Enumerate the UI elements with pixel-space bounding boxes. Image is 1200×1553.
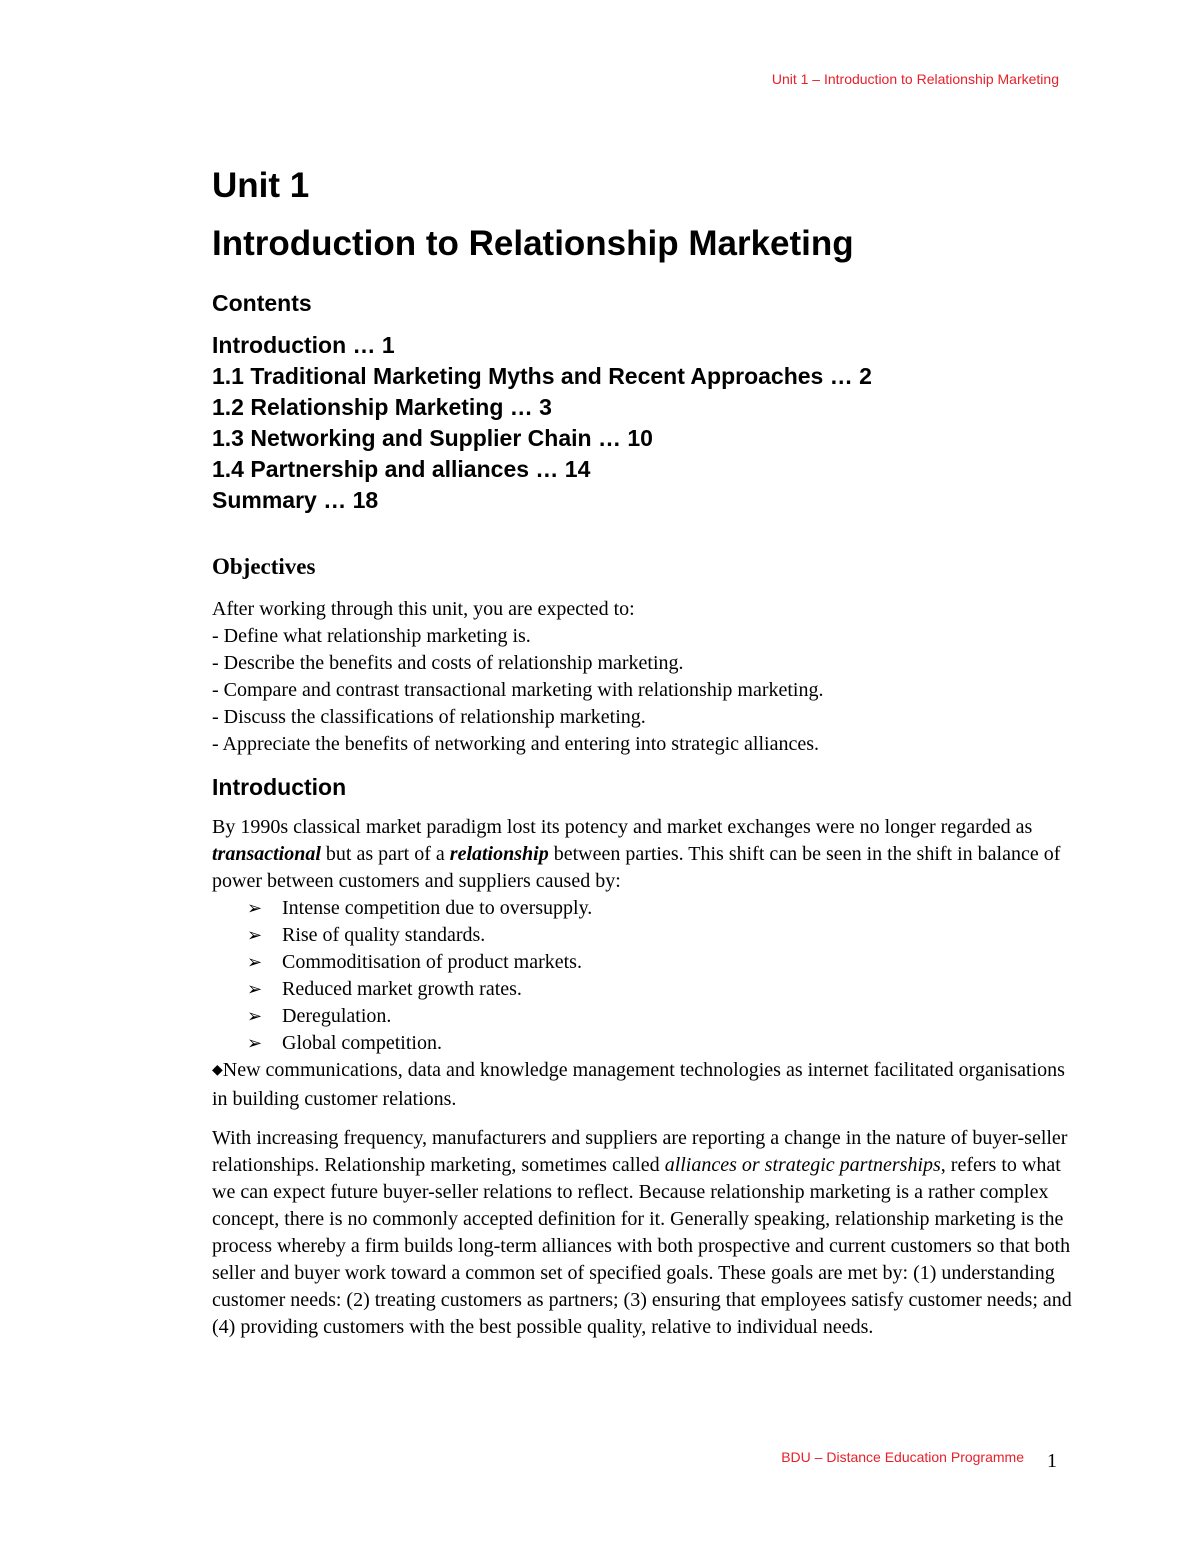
paragraph-text: With increasing frequency, manufacturers and suppliers are reporting a change in the nature of buyer-seller relationships. Relationship marketing, sometimes called — [212, 1127, 1068, 1176]
objective-item: - Compare and contrast transactional marketing with relationship marketing. — [212, 679, 824, 701]
toc-item: 1.4 Partnership and alliances … 14 — [212, 456, 591, 482]
list-item-text: Reduced market growth rates. — [282, 978, 522, 1000]
unit-number: Unit 1 — [212, 166, 310, 205]
arrow-bullet-icon: ➢ — [247, 925, 263, 945]
footer-programme: BDU – Distance Education Programme — [781, 1449, 1024, 1465]
paragraph-text: between parties. This shift can be seen in the shift in balance of power between customers and suppliers caused by: — [212, 843, 1061, 892]
list-item-text: Global competition. — [282, 1032, 442, 1054]
contents-heading: Contents — [212, 290, 312, 316]
technology-note — [212, 1057, 1072, 1113]
introduction-heading: Introduction — [212, 774, 347, 800]
list-item — [247, 1003, 1072, 1030]
paragraph-text: , refers to what we can expect future buyer-seller relations to reflect. Because relationship marketing is a rather complex concept, there is no commonly accepted definition for it. Generally speaking, relationship marketing is the process whereby a firm builds long-term alliances with both prospective and current customers so that both seller and buyer work toward a common set of specified goals. These goals are met by: (1) understanding customer needs: (2) treating customers as partners; (3) ensuring that employees satisfy customer needs; and (4) providing customers with the best possible quality, relative to individual needs. — [212, 1154, 1072, 1338]
page-number: 1 — [1047, 1450, 1057, 1472]
diamond-bullet-icon: ◆ — [212, 1063, 223, 1078]
list-item-text: Commoditisation of product markets. — [282, 951, 582, 973]
arrow-bullet-icon: ➢ — [247, 1033, 263, 1053]
list-item — [247, 976, 1072, 1003]
emphasis-transactional: transactional — [212, 843, 321, 865]
introduction-paragraph-2 — [212, 1125, 1072, 1341]
emphasis-alliances: alliances or strategic partnerships — [664, 1154, 941, 1176]
paragraph-text: By 1990s classical market paradigm lost its potency and market exchanges were no longer regarded as — [212, 816, 1033, 838]
emphasis-relationship: relationship — [449, 843, 549, 865]
arrow-bullet-icon: ➢ — [247, 898, 263, 918]
introduction-paragraph-1 — [212, 814, 1072, 895]
toc-item: 1.3 Networking and Supplier Chain … 10 — [212, 425, 653, 451]
arrow-bullet-icon: ➢ — [247, 1006, 263, 1026]
objective-item: - Define what relationship marketing is. — [212, 625, 531, 647]
table-of-contents — [212, 330, 1072, 516]
objectives-list — [212, 623, 1072, 758]
toc-item: Introduction … 1 — [212, 332, 395, 358]
arrow-bullet-icon: ➢ — [247, 952, 263, 972]
objective-item: - Describe the benefits and costs of relationship marketing. — [212, 652, 684, 674]
running-header: Unit 1 – Introduction to Relationship Marketing — [771, 71, 1059, 87]
objectives-heading: Objectives — [212, 554, 316, 579]
arrow-bullet-icon: ➢ — [247, 979, 263, 999]
paragraph-text: but as part of a — [320, 843, 450, 865]
page-content — [212, 160, 1072, 1341]
toc-item: 1.1 Traditional Marketing Myths and Recent Approaches … 2 — [212, 363, 872, 389]
list-item — [247, 1030, 1072, 1057]
toc-item: 1.2 Relationship Marketing … 3 — [212, 394, 552, 420]
causes-list — [212, 895, 1072, 1057]
unit-title: Introduction to Relationship Marketing — [212, 224, 854, 263]
list-item — [247, 895, 1072, 922]
objective-item: - Appreciate the benefits of networking and entering into strategic alliances. — [212, 733, 820, 755]
list-item-text: Deregulation. — [282, 1005, 392, 1027]
objectives-intro: After working through this unit, you are expected to: — [212, 598, 635, 620]
list-item — [247, 922, 1072, 949]
toc-item: Summary … 18 — [212, 487, 379, 513]
list-item-text: Intense competition due to oversupply. — [282, 897, 593, 919]
list-item-text: Rise of quality standards. — [282, 924, 486, 946]
technology-note-text: New communications, data and knowledge management technologies as internet facilitated organisations in building customer relations. — [212, 1059, 1065, 1110]
list-item — [247, 949, 1072, 976]
objective-item: - Discuss the classifications of relationship marketing. — [212, 706, 646, 728]
